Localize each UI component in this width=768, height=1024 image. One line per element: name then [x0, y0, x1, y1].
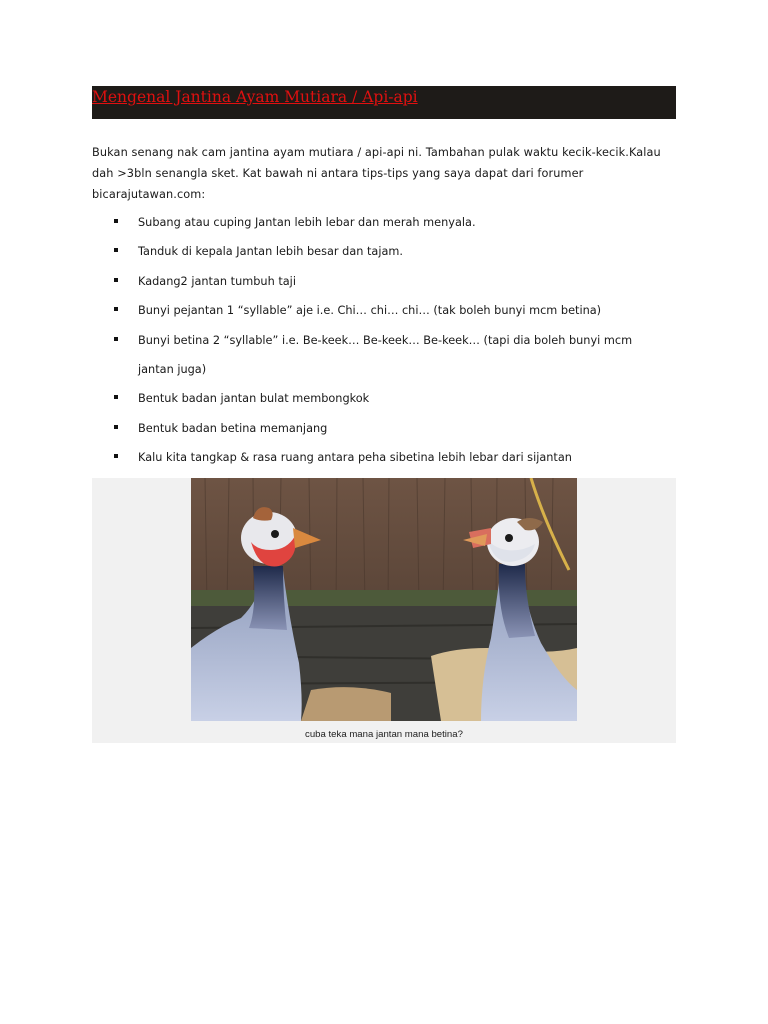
square-bullet-icon	[114, 307, 118, 311]
intro-paragraph: Bukan senang nak cam jantina ayam mutiara / api-api ni. Tambahan pulak waktu kecik-kecik.Kalau dah >3bln senangla sket. Kat bawah ni antara tips-tips yang saya dapat dari forumer bicarajutawan.com:	[92, 146, 661, 201]
list-item	[92, 208, 658, 237]
tip-text: Bentuk badan betina memanjang	[138, 421, 328, 435]
tip-text: Kadang2 jantan tumbuh taji	[138, 274, 296, 288]
list-item	[92, 237, 658, 266]
square-bullet-icon	[114, 248, 118, 252]
list-item	[92, 414, 658, 443]
tip-text: Subang atau cuping Jantan lebih lebar dan merah menyala.	[138, 216, 476, 229]
title-bar	[92, 86, 676, 119]
list-item	[92, 296, 658, 325]
article-title-link[interactable]: Mengenal Jantina Ayam Mutiara / Api-api	[92, 88, 418, 106]
list-item	[92, 443, 658, 472]
tip-text: Bunyi betina 2 “syllable” i.e. Be-keek… Be-keek… Be-keek… (tapi dia boleh bunyi mcm jantan juga)	[138, 333, 633, 377]
guinea-fowl-photo	[191, 478, 577, 721]
tips-list	[92, 208, 676, 473]
tip-text: Tanduk di kepala Jantan lebih besar dan tajam.	[138, 245, 403, 259]
tip-text: Bunyi pejantan 1 “syllable” aje i.e. Chi… chi… chi… (tak boleh bunyi mcm betina)	[138, 304, 602, 318]
tip-text: Bentuk badan jantan bulat membongkok	[138, 392, 370, 406]
square-bullet-icon	[114, 454, 118, 458]
list-item	[92, 326, 658, 385]
square-bullet-icon	[114, 337, 118, 341]
list-item	[92, 384, 658, 413]
square-bullet-icon	[114, 278, 118, 282]
tip-text: Kalu kita tangkap & rasa ruang antara peha sibetina lebih lebar dari sijantan	[138, 451, 572, 465]
figure	[92, 478, 676, 743]
list-item	[92, 267, 658, 296]
square-bullet-icon	[114, 425, 118, 429]
square-bullet-icon	[114, 395, 118, 399]
figure-caption: cuba teka mana jantan mana betina?	[305, 729, 463, 740]
square-bullet-icon	[114, 219, 118, 223]
